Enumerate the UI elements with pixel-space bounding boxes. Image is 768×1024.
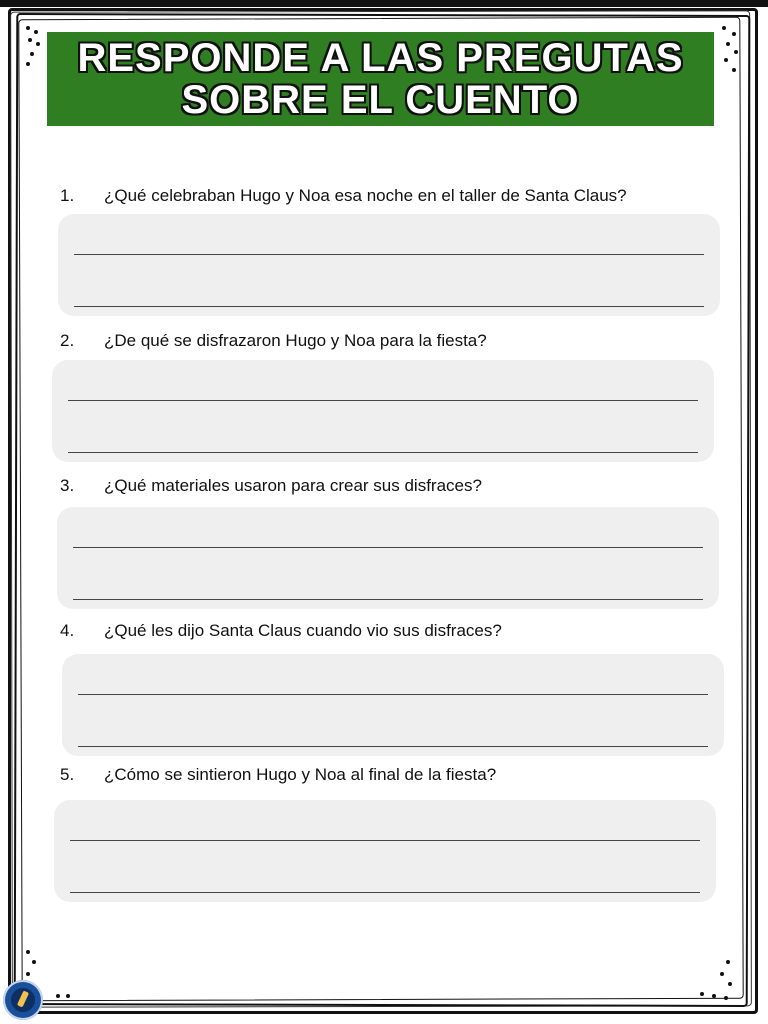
question-number: 2. <box>60 331 75 350</box>
answer-box-1[interactable] <box>58 214 720 316</box>
publisher-logo-icon <box>3 980 43 1020</box>
title-line-2: SOBRE EL CUENTO <box>181 78 580 122</box>
top-border-strip <box>0 0 768 7</box>
answer-line[interactable] <box>70 840 700 841</box>
answer-box-5[interactable] <box>54 800 716 902</box>
question-text: ¿Qué les dijo Santa Claus cuando vio sus disfraces? <box>104 621 502 640</box>
title-banner <box>47 32 714 126</box>
question-number: 5. <box>60 765 75 784</box>
answer-line[interactable] <box>78 694 708 695</box>
answer-line[interactable] <box>70 892 700 893</box>
answer-box-4[interactable] <box>62 654 724 756</box>
answer-line[interactable] <box>74 254 704 255</box>
answer-line[interactable] <box>73 547 703 548</box>
corner-dots-bottom-right <box>700 960 740 1010</box>
question-text: ¿De qué se disfrazaron Hugo y Noa para la fiesta? <box>104 331 487 350</box>
question-text: ¿Cómo se sintieron Hugo y Noa al final de la fiesta? <box>104 765 497 784</box>
question-text: ¿Qué materiales usaron para crear sus disfraces? <box>104 476 482 495</box>
answer-line[interactable] <box>78 746 708 747</box>
question-text: ¿Qué celebraban Hugo y Noa esa noche en el taller de Santa Claus? <box>104 186 627 205</box>
answer-line[interactable] <box>74 306 704 307</box>
answer-box-3[interactable] <box>57 507 719 609</box>
answer-line[interactable] <box>68 400 698 401</box>
answer-box-2[interactable] <box>52 360 714 462</box>
answer-line[interactable] <box>73 599 703 600</box>
question-number: 1. <box>60 186 75 205</box>
logo-inner <box>11 988 35 1012</box>
title-line-1: RESPONDE A LAS PREGUTAS <box>77 36 684 80</box>
question-number: 3. <box>60 476 75 495</box>
corner-dots-top-right <box>718 26 758 76</box>
answer-line[interactable] <box>68 452 698 453</box>
question-number: 4. <box>60 621 75 640</box>
